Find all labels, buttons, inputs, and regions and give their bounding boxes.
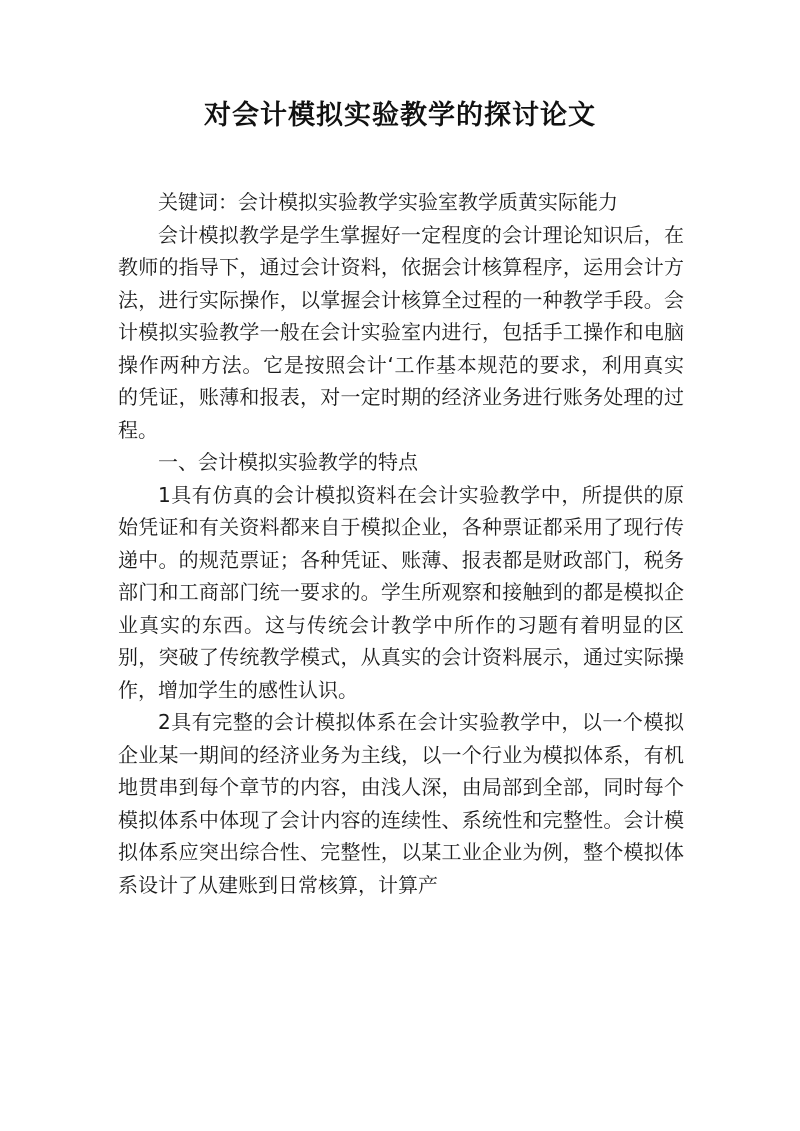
body-paragraph: 会计模拟教学是学生掌握好一定程度的会计理论知识后，在教师的指导下，通过会计资料，依据会计核算程序，运用会计方法，进行实际操作，以掌握会计核算全过程的一种教学手段。会计模拟实验教学一般在会计实验室内进行，包括手工操作和电脑操作两种方法。它是按照会计‘工作基本规范的要求，利用真实的凭证，账薄和报表，对一定时期的经济业务进行账务处理的过程。 [118,222,684,442]
document-title: 对会计模拟实验教学的探讨论文 [204,100,596,131]
body-paragraph: 2具有完整的会计模拟体系在会计实验教学中，以一个模拟企业某一期间的经济业务为主线，以一个行业为模拟体系，有机地贯串到每个章节的内容，由浅人深，由局部到全部，同时每个模拟体系中体现了会计内容的连续性、系统性和完整性。会计模拟体系应突出综合性、完整性，以某工业企业为例，整个模拟体系设计了从建账到日常核算，计算产 [118,710,684,897]
body-paragraph: 1具有仿真的会计模拟资料在会计实验教学中，所提供的原始凭证和有关资料都来自于模拟企业，各种票证都采用了现行传递中。的规范票证；各种凭证、账薄、报表都是财政部门，税务部门和工商部门统一要求的。学生所观察和接触到的都是模拟企业真实的东西。这与传统会计教学中所作的习题有着明显的区别，突破了传统教学模式，从真实的会计资料展示，通过实际操作，增加学生的感性认识。 [118,482,684,702]
keywords-paragraph: 关键词：会计模拟实验教学实验室教学质黄实际能力 [158,190,618,214]
document-body [118,186,684,901]
section-heading: 一、会计模拟实验教学的特点 [158,450,418,474]
